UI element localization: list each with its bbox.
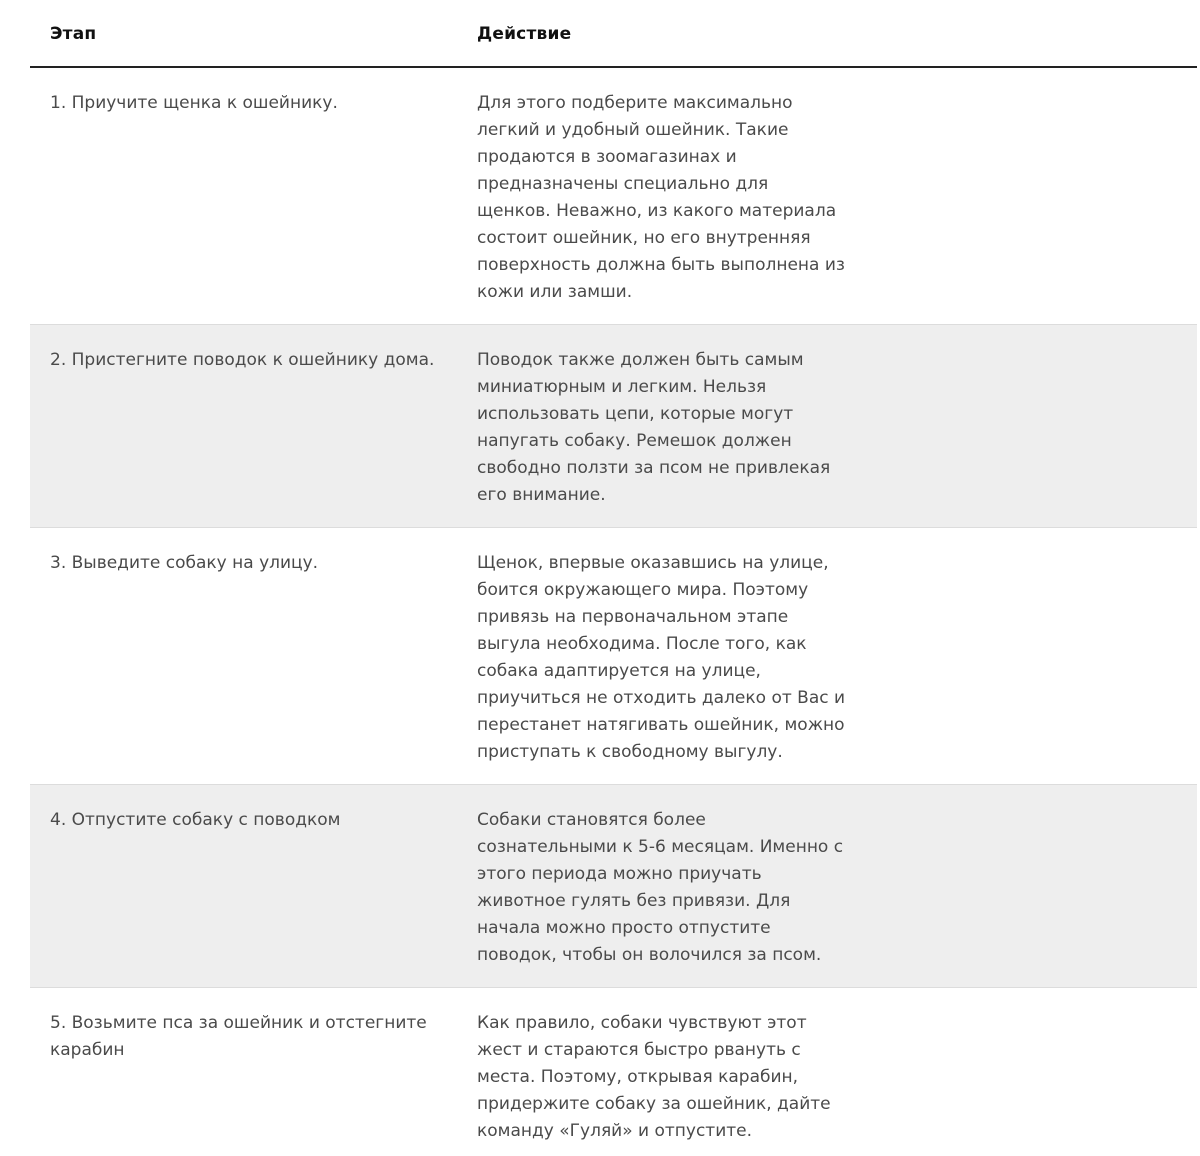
table-row [30, 325, 1197, 528]
table-row [30, 68, 1197, 325]
table-row [30, 528, 1197, 785]
steps-table [30, 0, 1197, 1156]
table-header-row [30, 0, 1197, 68]
table-row [30, 785, 1197, 988]
step-cell: 2. Пристегните поводок к ошейнику дома. [50, 350, 435, 370]
action-cell [477, 325, 1197, 527]
action-cell [477, 988, 1197, 1156]
action-text: Как правило, собаки чувствуют этот жест и стараются быстро рвануть с места. Поэтому, открывая карабин, придержите собаку за ошейник, дайте команду «Гуляй» и отпустите. [477, 1013, 831, 1141]
action-cell [477, 785, 1197, 987]
action-cell [477, 528, 1197, 784]
action-text: Щенок, впервые оказавшись на улице, боится окружающего мира. Поэтому привязь на первоначальном этапе выгула необходима. После того, как собака адаптируется на улице, приучиться не отходить далеко от Вас и перестанет натягивать ошейник, можно приступать к свободному выгулу. [477, 553, 846, 762]
header-action: Действие [477, 24, 572, 44]
step-cell: 4. Отпустите собаку с поводком [50, 810, 341, 830]
step-cell: 1. Приучите щенка к ошейнику. [50, 93, 338, 113]
header-step: Этап [50, 24, 97, 44]
action-cell [477, 68, 1197, 324]
action-text: Для этого подберите максимально легкий и удобный ошейник. Такие продаются в зоомагазинах и предназначены специально для щенков. Неважно, из какого материала состоит ошейник, но его внутренняя поверхность должна быть выполнена из кожи или замши. [477, 93, 845, 302]
step-cell: 5. Возьмите пса за ошейник и отстегните карабин [50, 1013, 427, 1060]
action-text: Поводок также должен быть самым миниатюрным и легким. Нельзя использовать цепи, которые могут напугать собаку. Ремешок должен свободно ползти за псом не привлекая его внимание. [477, 350, 831, 505]
step-cell: 3. Выведите собаку на улицу. [50, 553, 319, 573]
action-text: Собаки становятся более сознательными к 5-6 месяцам. Именно с этого периода можно приучать животное гулять без привязи. Для начала можно просто отпустите поводок, чтобы он волочился за псом. [477, 810, 844, 965]
table-row [30, 988, 1197, 1156]
